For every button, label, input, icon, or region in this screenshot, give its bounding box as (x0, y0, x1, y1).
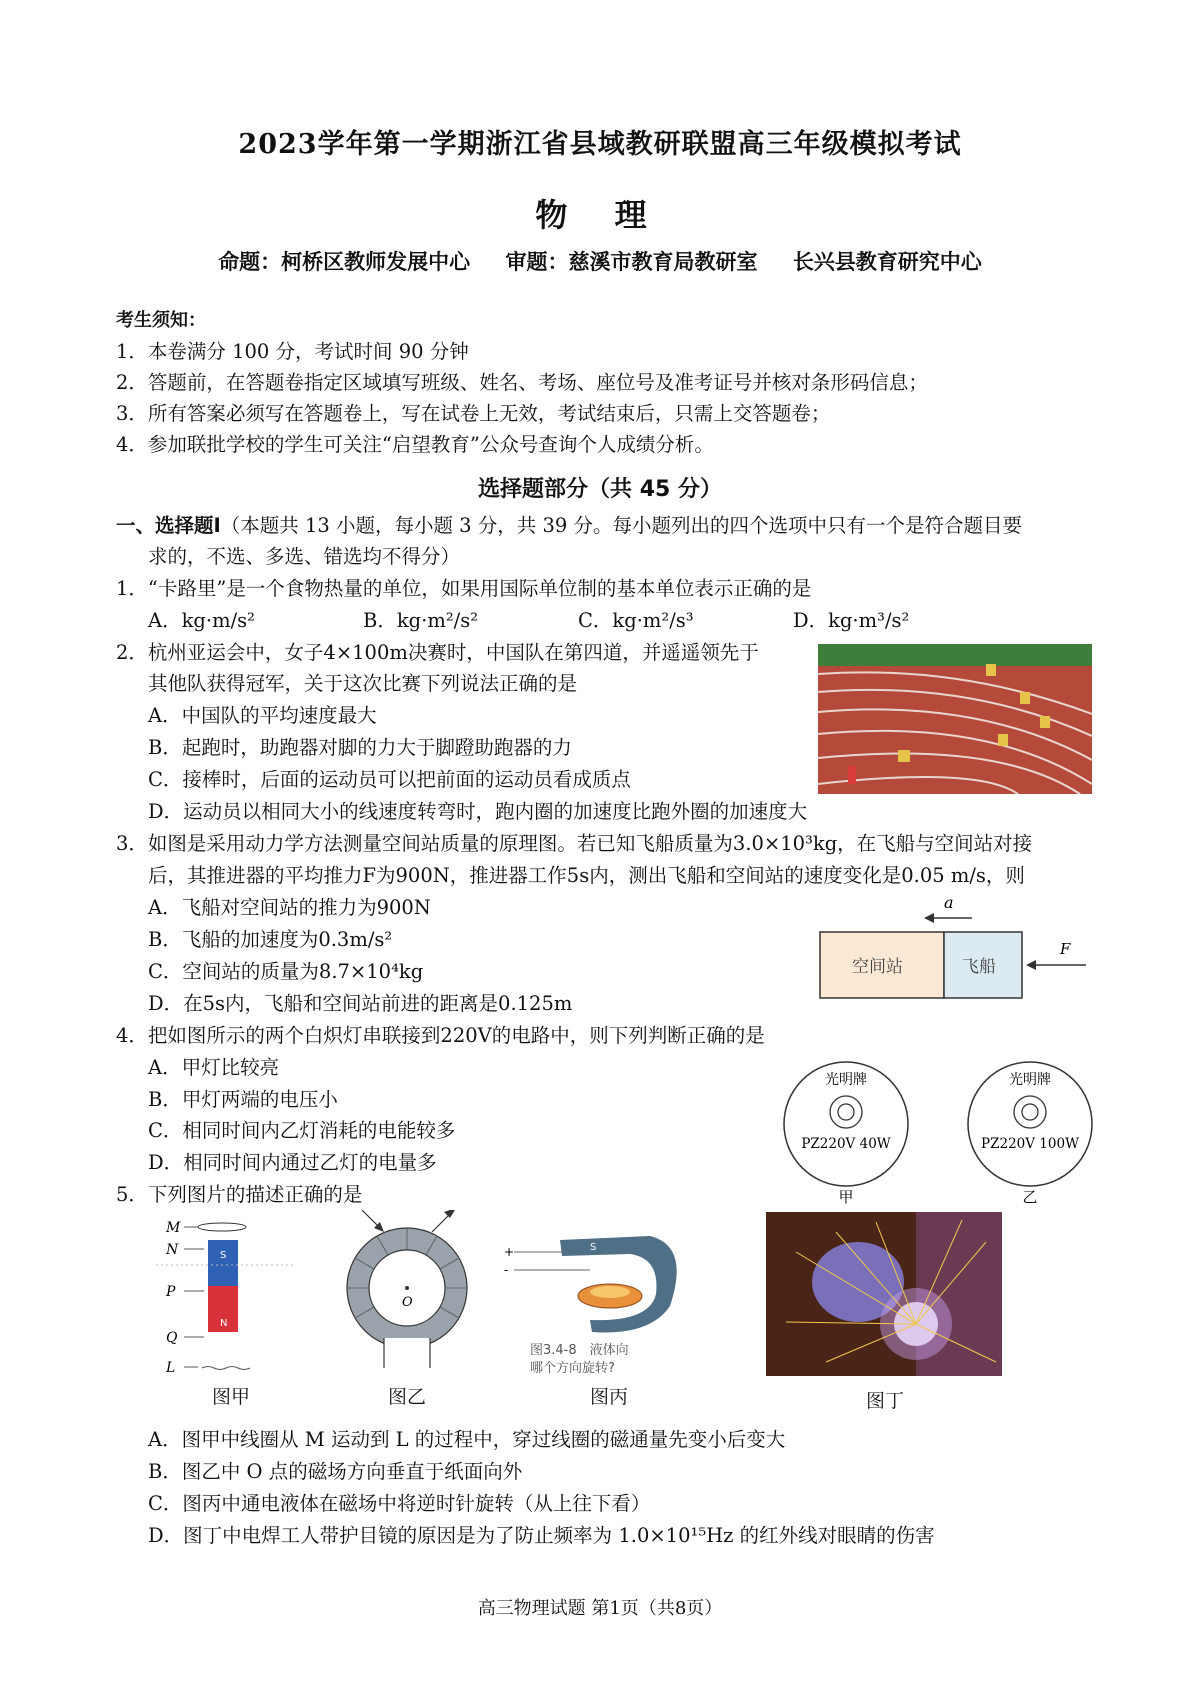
q4-option-a: A．甲灯比较亮 (148, 1056, 280, 1079)
notice-item-3: 3．所有答案必须写在答题卷上，写在试卷上无效，考试结束后，只需上交答题卷； (116, 402, 831, 425)
exam-title: 2023学年第一学期浙江省县域教研联盟高三年级模拟考试 (238, 129, 962, 160)
q1-option-d: D．kg·m³/s² (793, 609, 910, 632)
fig-yi-toroid (332, 1210, 482, 1370)
q3-stem-2: 后，其推进器的平均推力F为900N，推进器工作5s内，测出飞船和空间站的速度变化是0.05 m/s，则 (148, 864, 1025, 887)
accel-label: a (944, 893, 954, 912)
reviewer-1: 审题：慈溪市教育局教研室 (505, 250, 758, 274)
bing-note-1: 图3.4-8 液体向 (530, 1343, 629, 1358)
pole-s-bing: S (590, 1242, 597, 1253)
q4-option-c: C．相同时间内乙灯消耗的电能较多 (148, 1119, 456, 1142)
fig-jia-magnet (156, 1218, 296, 1378)
page-footer: 高三物理试题 第1页（共8页） (477, 1598, 723, 1619)
docking-diagram (816, 892, 1096, 1004)
lamp1-name: 甲 (838, 1188, 854, 1206)
section-heading: 选择题部分（共 45 分） (478, 477, 722, 502)
subject-title: 物 理 (535, 196, 665, 234)
notice-item-1: 1．本卷满分 100 分，考试时间 90 分钟 (116, 340, 469, 363)
q5-stem: 5．下列图片的描述正确的是 (116, 1183, 363, 1206)
notice-item-4: 4．参加联批学校的学生可关注“启望教育”公众号查询个人成绩分析。 (116, 433, 714, 456)
part1-heading: 一、选择题Ⅰ (116, 514, 221, 537)
author: 命题：柯桥区教师发展中心 (218, 250, 471, 274)
lamp1-brand: 光明牌 (825, 1072, 867, 1088)
q2-option-d: D．运动员以相同大小的线速度转弯时，跑内圈的加速度比跑外圈的加速度大 (148, 800, 808, 823)
fig-jia-caption: 图甲 (211, 1386, 250, 1408)
fig-ding-caption: 图丁 (865, 1390, 904, 1412)
part1-desc-2: 求的，不选、多选、错选均不得分） (148, 545, 461, 568)
fig-bing-caption: 图丙 (589, 1386, 628, 1408)
label-q: Q (166, 1330, 178, 1346)
q3-option-c: C．空间站的质量为8.7×10⁴kg (148, 960, 424, 983)
q4-option-b: B．甲灯两端的电压小 (148, 1088, 338, 1111)
q2-stem-2: 其他队获得冠军，关于这次比赛下列说法正确的是 (148, 672, 578, 695)
pole-s: S (220, 1250, 227, 1261)
q4-option-d: D．相同时间内通过乙灯的电量多 (148, 1151, 437, 1174)
q1-option-c: C．kg·m²/s³ (578, 609, 694, 632)
q2-option-c: C．接棒时，后面的运动员可以把前面的运动员看成质点 (148, 768, 631, 791)
q2-stem-1: 2．杭州亚运会中，女子4×100m决赛时，中国队在第四道，并遥遥领先于 (116, 641, 759, 664)
label-p: P (166, 1284, 176, 1300)
q3-option-a: A．飞船对空间站的推力为900N (148, 896, 431, 919)
bing-note-2: 哪个方向旋转? (530, 1361, 615, 1376)
q1-option-b: B．kg·m²/s² (363, 609, 479, 632)
notice-heading: 考生须知： (116, 310, 206, 331)
label-o: O (402, 1295, 413, 1310)
notice-item-2: 2．答题前，在答题卷指定区域填写班级、姓名、考场、座位号及准考证号并核对条形码信息； (116, 371, 928, 394)
terminal-minus: - (504, 1263, 509, 1277)
label-m: M (166, 1220, 181, 1236)
q1-stem: 1．“卡路里”是一个食物热量的单位，如果用国际单位制的基本单位表示正确的是 (116, 577, 812, 600)
q3-option-d: D．在5s内，飞船和空间站前进的距离是0.125m (148, 992, 573, 1015)
authors-line (0, 246, 1200, 276)
pole-n: N (220, 1318, 228, 1329)
reviewer-2: 长兴县教育研究中心 (792, 250, 982, 274)
force-label: F (1060, 940, 1071, 958)
lamp2-name: 乙 (1022, 1188, 1038, 1206)
terminal-plus: + (504, 1245, 515, 1259)
ship-label: 飞船 (962, 957, 996, 977)
lamp2-spec: PZ220V 100W (981, 1136, 1079, 1152)
part1-line1 (116, 516, 1022, 536)
part1-desc-1: （本题共 13 小题，每小题 3 分，共 39 分。每小题列出的四个选项中只有一个是符合题目要 (220, 514, 1022, 537)
q1-option-a: A．kg·m/s² (148, 609, 255, 632)
label-n: N (166, 1242, 179, 1258)
q4-stem: 4．把如图所示的两个白炽灯串联接到220V的电路中，则下列判断正确的是 (116, 1024, 765, 1047)
lamps-figure (780, 1052, 1100, 1208)
q5-option-d: D．图丁中电焊工人带护目镜的原因是为了防止频率为 1.0×10¹⁵Hz 的红外线对眼睛的伤害 (148, 1524, 935, 1547)
q2-option-b: B．起跑时，助跑器对脚的力大于脚蹬助跑器的力 (148, 736, 572, 759)
q1-options (148, 611, 1008, 631)
fig-yi-caption: 图乙 (387, 1386, 426, 1408)
fig-bing-liquid (500, 1236, 710, 1378)
fig-ding-welder-photo (766, 1212, 1002, 1376)
q3-option-b: B．飞船的加速度为0.3m/s² (148, 928, 393, 951)
q5-option-c: C．图丙中通电液体在磁场中将逆时针旋转（从上往下看） (148, 1492, 651, 1515)
q2-option-a: A．中国队的平均速度最大 (148, 704, 377, 727)
label-l: L (166, 1360, 176, 1376)
q3-stem-1: 3．如图是采用动力学方法测量空间站质量的原理图。若已知飞船质量为3.0×10³kg，在飞船与空间站对接 (116, 832, 1033, 855)
q5-option-a: A．图甲中线圈从 M 运动到 L 的过程中，穿过线圈的磁通量先变小后变大 (148, 1428, 786, 1451)
track-photo (818, 644, 1092, 794)
lamp1-spec: PZ220V 40W (801, 1136, 891, 1152)
station-label: 空间站 (852, 957, 903, 977)
q5-option-b: B．图乙中 O 点的磁场方向垂直于纸面向外 (148, 1460, 523, 1483)
lamp2-brand: 光明牌 (1009, 1072, 1051, 1088)
